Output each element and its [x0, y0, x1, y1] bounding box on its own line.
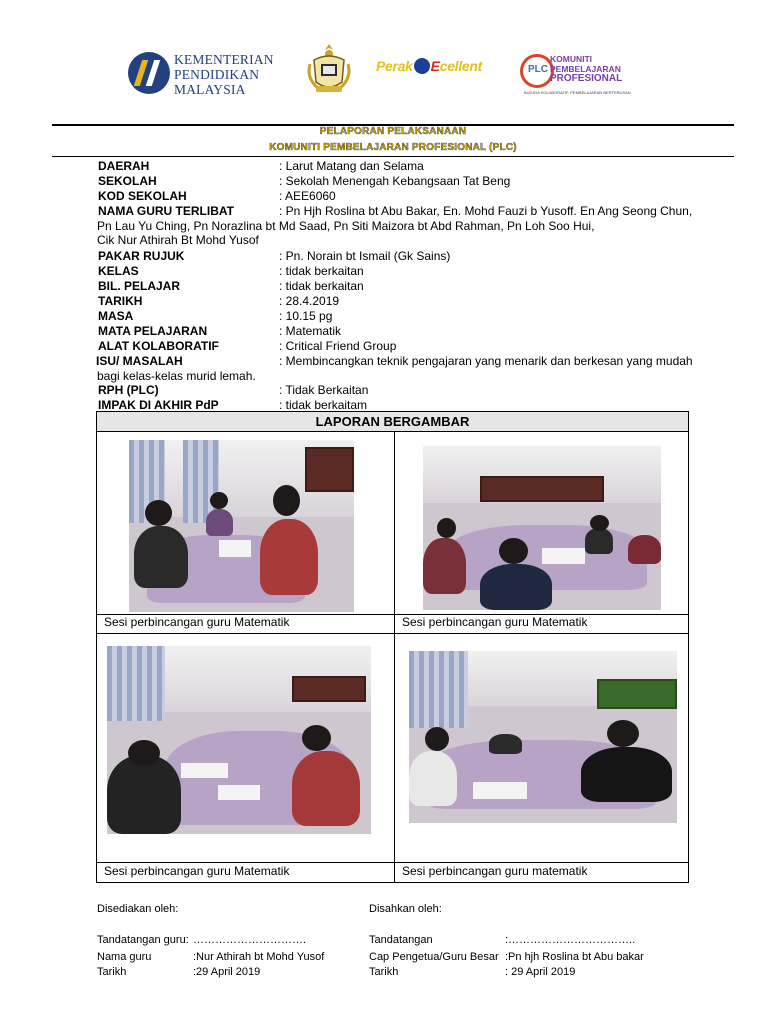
- teacher-date-label: Tarikh: [97, 966, 127, 978]
- kpm-line-2: PENDIDIKAN: [174, 67, 260, 82]
- field-value: : 10.15 pg: [279, 309, 333, 323]
- photo-caption-1: Sesi perbincangan guru Matematik: [104, 615, 290, 629]
- principal-signature-line: :……………………………..: [505, 934, 636, 946]
- plc-mark-text: PLC: [528, 64, 548, 75]
- field-alat-kolaboratif: [96, 339, 736, 354]
- field-label: PAKAR RUJUK: [98, 249, 185, 263]
- field-label: KOD SEKOLAH: [98, 189, 187, 203]
- field-label: MATA PELAJARAN: [98, 324, 208, 338]
- field-kelas: [96, 264, 736, 279]
- principal-name-value: :Pn hjh Roslina bt Abu bakar: [505, 951, 644, 963]
- field-label: BIL. PELAJAR: [98, 279, 181, 293]
- meeting-photo-3: [107, 646, 371, 834]
- field-label: IMPAK DI AKHIR PdP: [98, 398, 219, 412]
- plc-line-2: PEMBELAJARAN: [550, 64, 621, 74]
- excellent-x: E: [430, 58, 440, 74]
- field-nama-guru-cont-2: Cik Nur Athirah Bt Mohd Yusof: [97, 233, 259, 247]
- globe-icon: [414, 58, 430, 74]
- plc-line-3: PROFESIONAL: [550, 73, 623, 84]
- photo-caption-2: Sesi perbincangan guru Matematik: [402, 615, 588, 629]
- field-nama-guru: [96, 204, 736, 219]
- field-masa: [96, 309, 736, 324]
- kpm-wordmark: [174, 52, 274, 97]
- field-value: : Pn Hjh Roslina bt Abu Bakar, En. Mohd Fauzi b Yusoff. En Ang Seong Chun,: [279, 204, 693, 218]
- principal-name-label: Cap Pengetua/Guru Besar: [369, 951, 499, 963]
- kpm-logo: [128, 48, 278, 100]
- field-tarikh: [96, 294, 736, 309]
- field-value: : Sekolah Menengah Kebangsaan Tat Beng: [279, 174, 511, 188]
- principal-date-label: Tarikh: [369, 966, 399, 978]
- field-value: : tidak berkaitan: [279, 264, 364, 278]
- field-value: : Matematik: [279, 324, 342, 338]
- kpm-emblem-icon: [128, 52, 170, 94]
- perak-word: Perak: [376, 58, 413, 74]
- field-label: RPH (PLC): [98, 383, 159, 397]
- prepared-by-label: Disediakan oleh:: [97, 903, 179, 915]
- photo-report-heading: LAPORAN BERGAMBAR: [97, 412, 688, 432]
- meeting-photo-4: [409, 651, 677, 823]
- title-rule-bottom: [52, 156, 734, 157]
- field-sekolah: [96, 174, 736, 189]
- field-label: ALAT KOLABORATIF: [98, 339, 219, 353]
- field-value: : Larut Matang dan Selama: [279, 159, 424, 173]
- field-nama-guru-cont-1: Pn Lau Yu Ching, Pn Norazlina bt Md Saad, Pn Siti Maizora bt Abd Rahman, Pn Loh Soo Hui,: [97, 219, 595, 233]
- field-value: : 28.4.2019: [279, 294, 340, 308]
- report-info-fields: [96, 159, 736, 413]
- field-rph: [96, 383, 736, 398]
- signature-section: [0, 900, 768, 990]
- teacher-signature-line: ………………………….: [193, 934, 307, 946]
- photo-report-table: [96, 411, 689, 883]
- field-label: NAMA GURU TERLIBAT: [98, 204, 234, 218]
- field-value: : Membincangkan teknik pengajaran yang menarik dan berkesan yang mudah: [279, 354, 693, 368]
- teacher-signature-label: Tandatangan guru:: [97, 934, 189, 946]
- report-title-line-2: KOMUNITI PEMBELAJARAN PROFESIONAL (PLC): [269, 142, 517, 153]
- plc-line-1: KOMUNITI: [550, 54, 593, 64]
- excellent-word: cellent: [439, 58, 482, 74]
- perak-excellent-logo: [376, 58, 494, 80]
- photo-caption-4: Sesi perbincangan guru matematik: [402, 864, 588, 878]
- field-value: : Pn. Norain bt Ismail (Gk Sains): [279, 249, 451, 263]
- column-divider: [394, 431, 395, 883]
- logo-header: [0, 40, 768, 110]
- field-label: ISU/ MASALAH: [96, 354, 183, 368]
- principal-date-value: : 29 April 2019: [505, 966, 576, 978]
- field-pakar-rujuk: [96, 249, 736, 264]
- field-value: : AEE6060: [279, 189, 336, 203]
- field-kod-sekolah: [96, 189, 736, 204]
- field-mata-pelajaran: [96, 324, 736, 339]
- field-value: : tidak berkaitan: [279, 279, 364, 293]
- plc-tagline: BUDAYA KOLABORATIF, PEMBELAJARAN BERTERUSAN: [524, 90, 631, 95]
- principal-signature-label: Tandatangan: [369, 934, 433, 946]
- field-bil-pelajar: [96, 279, 736, 294]
- photo-caption-3: Sesi perbincangan guru Matematik: [104, 864, 290, 878]
- teacher-date-value: :29 April 2019: [193, 966, 261, 978]
- teacher-name-value: :Nur Athirah bt Mohd Yusof: [193, 951, 325, 963]
- row-divider: [97, 633, 688, 634]
- meeting-photo-2: [423, 446, 661, 610]
- field-daerah: [96, 159, 736, 174]
- approved-by-label: Disahkan oleh:: [369, 903, 442, 915]
- plc-wordmark: [550, 54, 622, 84]
- field-isu-masalah: [96, 354, 736, 369]
- kpm-line-3: MALAYSIA: [174, 82, 246, 97]
- row-divider: [97, 862, 688, 863]
- field-value: : Tidak Berkaitan: [279, 383, 369, 397]
- teacher-name-label: Nama guru: [97, 951, 152, 963]
- field-label: SEKOLAH: [98, 174, 157, 188]
- meeting-photo-1: [129, 440, 354, 612]
- field-label: MASA: [98, 309, 134, 323]
- kpm-line-1: KEMENTERIAN: [174, 52, 274, 67]
- field-label: DAERAH: [98, 159, 150, 173]
- field-isu-masalah-cont: bagi kelas-kelas murid lemah.: [97, 369, 256, 383]
- report-title-line-1: PELAPORAN PELAKSANAAN: [319, 126, 467, 137]
- field-label: KELAS: [98, 264, 139, 278]
- plc-emblem-icon: [520, 54, 554, 88]
- field-value: : Critical Friend Group: [279, 339, 397, 353]
- field-label: TARIKH: [98, 294, 143, 308]
- field-value: : tidak berkaitam: [279, 398, 368, 412]
- state-crest-icon: [304, 42, 354, 96]
- plc-logo: [520, 50, 630, 98]
